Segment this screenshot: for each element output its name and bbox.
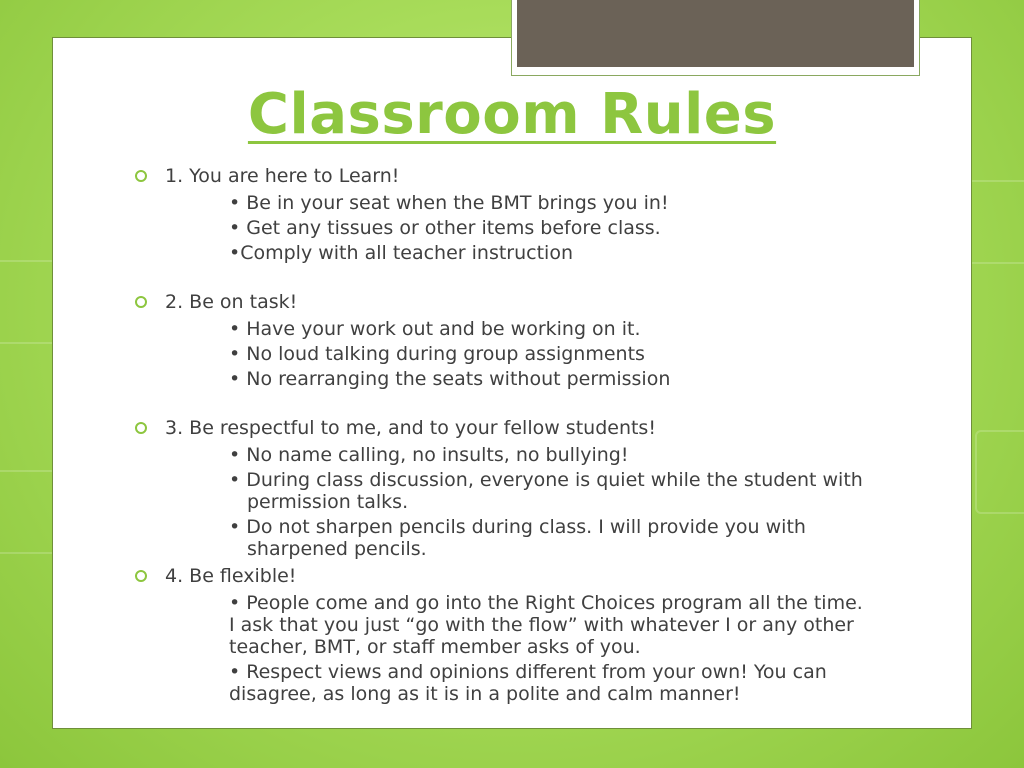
rule-item: •Comply with all teacher instruction [229,242,573,264]
rule-item: • No name calling, no insults, no bullying! [229,444,629,466]
circle-bullet-icon [135,422,147,434]
rule-1 [135,163,895,264]
rule-item: • No rearranging the seats without permission [229,368,671,390]
rule-heading: 4. Be flexible! [165,565,297,587]
circle-bullet-icon [135,570,147,582]
rule-2 [135,289,895,390]
rule-item: • Be in your seat when the BMT brings you in! [229,192,669,214]
rule-item: • Get any tissues or other items before class. [229,217,661,239]
circle-bullet-icon [135,296,147,308]
rule-heading: 3. Be respectful to me, and to your fellow students! [165,417,656,439]
rule-item: • People come and go into the Right Choices program all the time. I ask that you just “go with the flow” with whatever I or any other teacher, BMT, or staff member asks of you. [229,592,863,658]
rule-item: • Have your work out and be working on it. [229,318,641,340]
rule-heading: 1. You are here to Learn! [165,165,400,187]
rules-list [135,163,895,706]
rule-item: • Respect views and opinions different from your own! You can disagree, as long as it is in a polite and calm manner! [229,661,827,705]
title-tab-panel [517,0,914,67]
slide-title: Classroom Rules [247,82,777,147]
rule-4 [135,563,895,705]
rule-item: • No loud talking during group assignments [229,343,645,365]
rule-item: • During class discussion, everyone is quiet while the student with permission talks. [229,469,863,513]
title-tab [511,0,920,76]
circle-bullet-icon [135,170,147,182]
rule-item: • Do not sharpen pencils during class. I will provide you with sharpened pencils. [229,516,806,560]
rule-heading: 2. Be on task! [165,291,298,313]
rule-3 [135,415,895,560]
background-pattern [975,430,1024,514]
